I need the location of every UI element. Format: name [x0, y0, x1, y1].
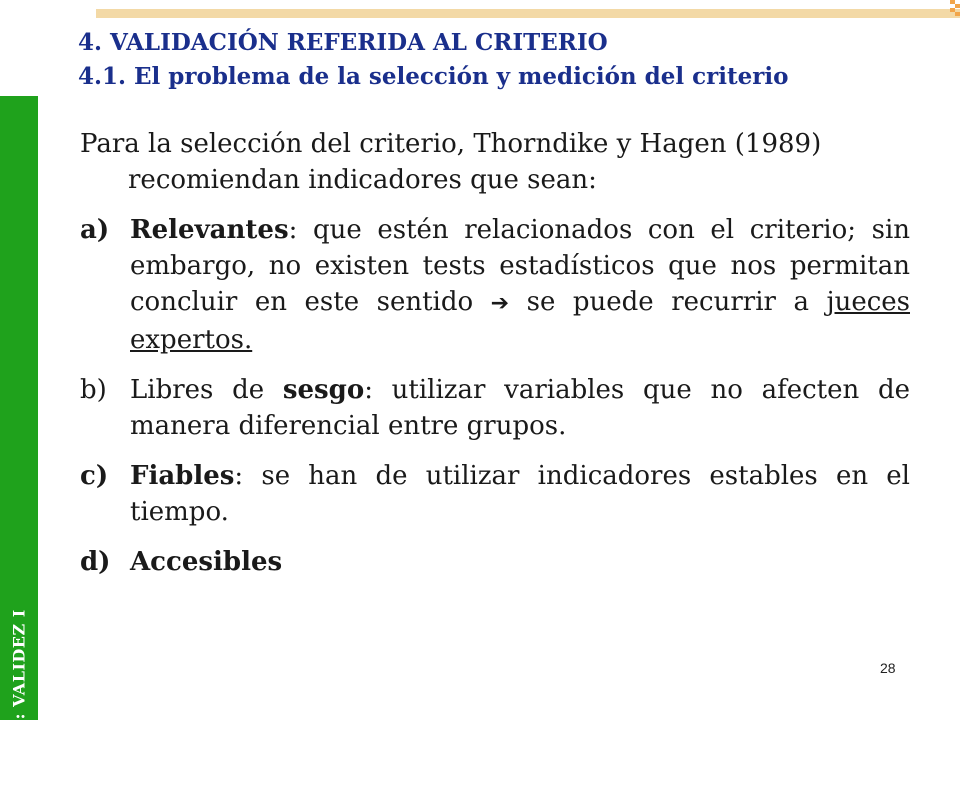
item-text: : se han de utilizar indicadores estables en el tiempo.	[130, 461, 910, 527]
top-decorative-bar	[96, 9, 960, 18]
item-marker: b)	[80, 375, 107, 405]
list-item-fiables	[80, 458, 910, 530]
list-item-sesgo	[80, 372, 910, 444]
arrow-right-icon: ➔	[490, 291, 510, 316]
item-term: Relevantes	[130, 215, 289, 245]
title-line-1: 4. VALIDACIÓN REFERIDA AL CRITERIO	[78, 29, 608, 56]
list-item-relevantes	[80, 212, 910, 358]
item-term: Accesibles	[130, 547, 283, 577]
sidebar-label: TEMA 6.1: VALIDEZ I	[9, 609, 29, 811]
item-marker: d)	[80, 547, 111, 577]
item-term: Fiables	[130, 461, 235, 491]
item-marker: a)	[80, 215, 110, 245]
underlined-text: jueces expertos.	[130, 287, 910, 355]
page-number: 28	[880, 660, 896, 676]
item-term: sesgo	[282, 375, 365, 405]
slide-body	[80, 126, 910, 594]
slide-title	[78, 26, 788, 94]
item-text: : que estén relacionados con el criterio; sin embargo, no existen tests estadísticos que nos permitan concluir en este sentido	[130, 215, 910, 317]
title-line-2: 4.1. El problema de la selección y medición del criterio	[78, 63, 789, 90]
corner-decoration	[950, 0, 960, 16]
item-text: : utilizar variables que no afecten de manera diferencial entre grupos.	[130, 375, 910, 441]
intro-paragraph: Para la selección del criterio, Thorndike y Hagen (1989) recomiendan indicadores que sean:	[80, 129, 822, 195]
item-lead: Libres de	[130, 375, 283, 405]
item-marker: c)	[80, 461, 109, 491]
sidebar	[0, 96, 38, 811]
item-text-after: se puede recurrir a	[509, 287, 827, 317]
list-item-accesibles	[80, 544, 910, 580]
